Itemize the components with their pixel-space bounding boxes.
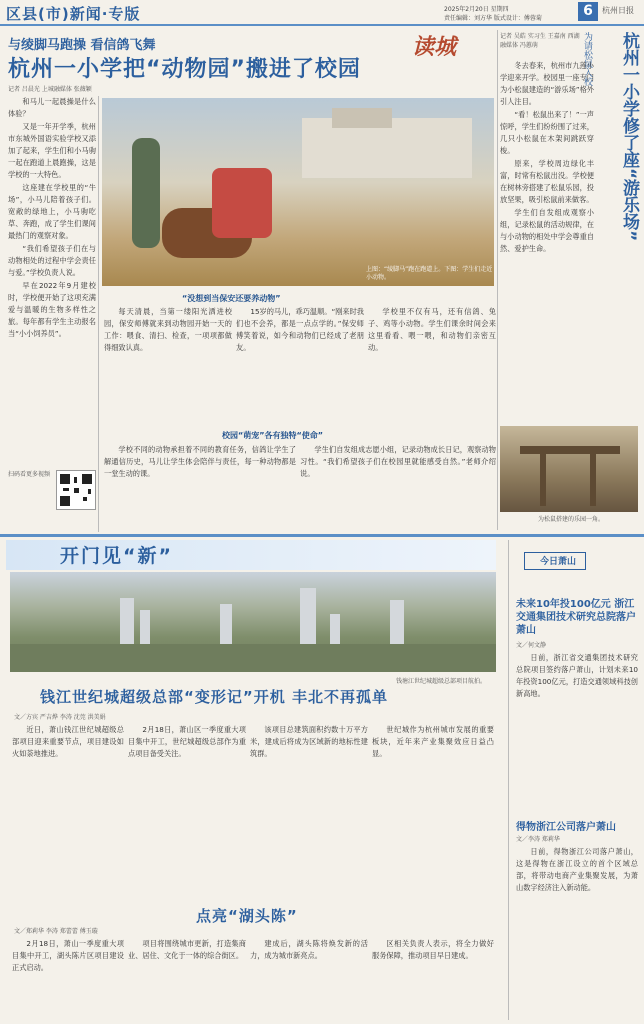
article-column <box>12 938 124 1022</box>
paragraph: 日前，得物浙江公司落户萧山，这是得物在浙江设立的首个区域总部，将带动电商产业集聚发展，为萧山数字经济注入新动能。 <box>516 847 638 892</box>
aerial-city-photo[interactable] <box>10 572 496 672</box>
paragraph: 该项目总建筑面积约数十万平方米，建成后将成为区域新的地标性建筑群。 <box>250 725 368 758</box>
photo-caption: 上图：“绫脚马”跑在跑道上。下图：学生们走近小动物。 <box>366 266 493 281</box>
tower-block <box>120 598 134 644</box>
paragraph: 原来，学校周边绿化丰富，时常有松鼠出没。学校便在树林旁搭建了松鼠乐园，投放坚果，吸引松鼠前来做客。 <box>500 159 594 204</box>
story1-left-column <box>8 96 96 456</box>
paragraph: 项目将围绕城市更新，打造集商业、居住、文化于一体的综合街区。 <box>128 939 246 960</box>
tower-block <box>140 610 150 644</box>
paragraph: “看！松鼠出来了！”一声惊呼，学生们纷纷围了过来，几只小松鼠在木架间跳跃穿梭。 <box>500 110 594 155</box>
ground-area <box>10 644 496 672</box>
story3-headline[interactable]: 钱江世纪城超级总部“变形记”开机 丰北不再孤单 <box>40 688 388 706</box>
story1-kicker: 与绫脚马跑操 看信鸽飞舞 <box>8 38 156 53</box>
article-column <box>250 724 368 900</box>
article-column <box>372 938 494 1022</box>
story5-headline[interactable]: 未来10年投100亿元 浙江交通集团技术研究总院落户萧山 <box>516 599 636 636</box>
paragraph: 15岁的马儿，乖巧温顺。“刚来时我们也不会养，都是一点点学的。”保安师傅笑着说，如今和动物们已经成了老朋友。 <box>236 307 364 352</box>
column-rule <box>497 30 498 530</box>
wood-post <box>540 446 546 506</box>
tower-block <box>300 588 316 644</box>
paragraph: 每天清晨，当第一缕阳光洒进校园，保安师傅就来到动物园开始一天的工作：喂食、清扫、检查，一项项都做得细致认真。 <box>104 307 232 352</box>
paragraph: 和马儿一起晨操是什么体验？ <box>8 97 96 118</box>
article-column <box>104 306 232 426</box>
paragraph: 学生们自发组成观察小组，记录松鼠的活动规律，在与小动物的相处中学会尊重自然、爱护生命。 <box>500 208 594 253</box>
column-rule <box>508 540 509 1020</box>
article-column <box>104 444 296 532</box>
story6-headline[interactable]: 得物浙江公司落户萧山 <box>516 822 616 833</box>
wood-beam <box>520 446 620 454</box>
paragraph: 区相关负责人表示，将全力做好服务保障，推动项目早日建成。 <box>372 939 494 960</box>
article-column <box>368 306 496 426</box>
story2-headline[interactable]: 杭州一小学修了座“游乐场” <box>619 32 639 242</box>
story5-byline: 文／何文静 <box>516 642 547 649</box>
paragraph: 又是一年开学季，杭州市东城外国语实验学校又添加了起来，学生们和小马驹一起在跑道上晨跑操，这是学校的一大特色。 <box>8 122 96 179</box>
photo-caption: 钱塘江世纪城超级总部项目航拍。 <box>396 678 487 685</box>
article-column <box>128 938 246 1022</box>
story2-kicker: 为请松鼠入校 <box>582 32 592 86</box>
subheading: “没想到当保安还要养动物” <box>182 294 281 303</box>
photo-caption: 为松鼠搭建的乐园一角。 <box>538 516 605 523</box>
story4-headline[interactable]: 点亮“湖头陈” <box>196 907 298 925</box>
story1-byline: 记者 吕晨光 上城融媒体 张薇颖 <box>8 86 92 93</box>
paragraph: 2月18日，萧山区一季度重大项目集中开工，世纪城超级总部作为重点项目备受关注。 <box>128 725 246 758</box>
paragraph: “我们希望孩子们在与动物相处的过程中学会责任与爱。”学校负责人说。 <box>8 244 96 277</box>
editor-credit: 责任编辑：刘方华 版式设计：傅蓉菊 <box>444 15 542 22</box>
article-column <box>250 938 368 1022</box>
tower-block <box>220 604 232 644</box>
paragraph: 近日，萧山钱江世纪城超级总部项目迎来重要节点，项目建设如火如荼地推进。 <box>12 725 124 758</box>
school-building <box>332 108 392 128</box>
story4-byline: 文／郑莉华 李涛 郑蕾蕾 傅玉璇 <box>14 928 98 935</box>
wood-post <box>590 446 596 506</box>
read-city-logo: 读城 <box>412 35 457 60</box>
story3-byline: 文／方宾 严吉烨 李涛 沈莞 洪美娟 <box>14 714 106 721</box>
article-column <box>236 306 364 426</box>
paragraph: 冬去春来，杭州市九莲小学迎来开学。校园里一座专门为小松鼠建造的“游乐场”格外引人注目。 <box>500 61 594 106</box>
article-column <box>516 652 638 812</box>
story1-headline[interactable]: 杭州一小学把“动物园”搬进了校园 <box>8 57 361 82</box>
tower-block <box>390 600 404 644</box>
paragraph: 这座建在学校里的“牛场”，小马儿陪着孩子们。宽敞的绿地上，小马驹吃草、奔跑，成了学生们课间最热门的观察对象。 <box>8 183 96 240</box>
squirrel-park-photo[interactable] <box>500 426 638 512</box>
story2-byline: 记者 吴皓 实习生 王嘉南 西湖融媒体 冯蕙萌 <box>500 33 580 49</box>
issue-date: 2025年2月20日 星期四 <box>444 6 509 13</box>
article-column <box>516 846 638 1022</box>
section-title: 区县(市)新闻·专版 <box>6 5 141 23</box>
paragraph: 学校里不仅有马，还有信鸽、兔子、鸡等小动物。学生们课余时间会来这里看看、喂一喂，和动物们亲密互动。 <box>368 307 496 352</box>
story2-column <box>500 60 594 424</box>
paragraph: 学校不同的动物承担着不同的教育任务，信鸽让学生了解通信历史，马儿让学生体会陪伴与责任，每一种动物都是一堂生动的课。 <box>104 445 296 478</box>
article-column <box>372 724 494 900</box>
paragraph: 世纪城作为杭州城市发展的重要板块，近年来产业集聚效应日益凸显。 <box>372 725 494 758</box>
qr-code-icon[interactable] <box>56 470 96 510</box>
paragraph: 建成后，湖头陈将焕发新的活力，成为城市新亮点。 <box>250 939 368 960</box>
article-column <box>128 724 246 900</box>
paragraph: 学生们自发组成志愿小组，记录动物成长日记，观察动物习性。“我们希望孩子们在校园里就能感受自然。”老师介绍说。 <box>300 445 496 478</box>
masthead: 杭州日报 <box>602 6 634 15</box>
students-figure <box>212 168 272 238</box>
paragraph: 早在2022年9月建校时，学校便开始了这项充满爱与温暖的生物多样性之旅。每年都有学生主动报名当“小小饲养员”。 <box>8 281 96 338</box>
qr-caption: 扫码看更多视频 <box>8 471 51 478</box>
article-column <box>12 724 124 900</box>
section-banner-title: 开门见“新” <box>60 545 173 567</box>
today-xiaoshan-label: 今日萧山 <box>540 557 577 567</box>
story6-byline: 文／李涛 郑莉华 <box>516 836 560 843</box>
subheading: 校园“萌宠”各有独特“使命” <box>222 431 324 440</box>
school-animals-photo[interactable] <box>102 98 494 286</box>
tower-block <box>330 614 340 644</box>
column-rule <box>98 96 99 532</box>
paragraph: 2月18日，萧山一季度重大项目集中开工，湖头陈片区项目建设正式启动。 <box>12 939 124 972</box>
person-figure <box>132 138 160 248</box>
section-divider <box>0 534 644 537</box>
paragraph: 日前，浙江省交通集团技术研究总院项目签约落户萧山，计划未来10年投资100亿元，打造交通领域科技创新高地。 <box>516 653 638 698</box>
article-column <box>300 444 496 532</box>
page-number: 6 <box>578 2 598 21</box>
